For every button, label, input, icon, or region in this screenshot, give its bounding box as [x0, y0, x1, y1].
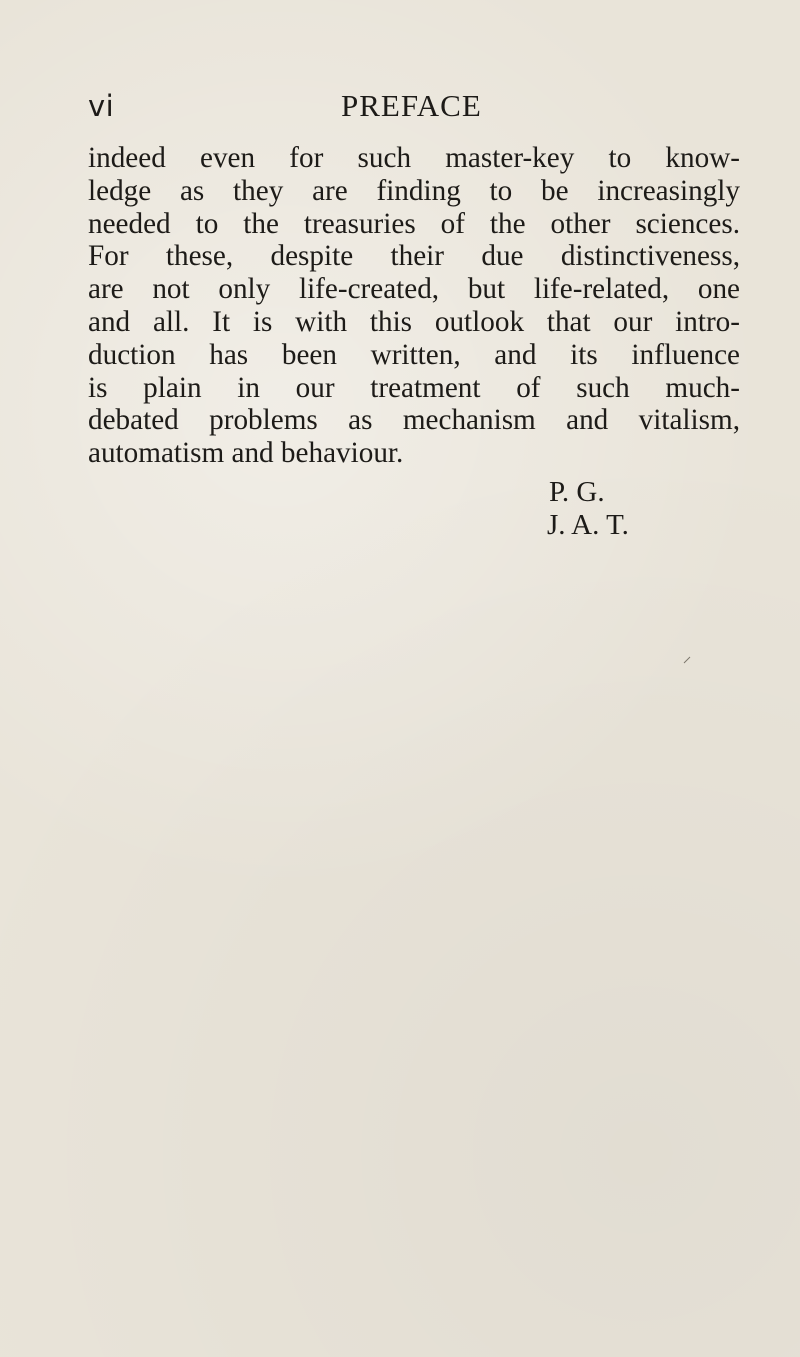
stray-ink-mark [682, 655, 692, 665]
signature-initials-1: P. G. [549, 476, 605, 508]
signature-initials-2: J. A. T. [547, 509, 629, 541]
text-line: and all. It is with this outlook that our intro- [88, 305, 740, 338]
page-title: PREFACE [341, 88, 482, 123]
text-line: are not only life-created, but life-related, one [88, 273, 740, 306]
text-line: debated problems as mechanism and vitalism, [88, 404, 740, 437]
signature-block [549, 476, 739, 542]
text-line: ledge as they are finding to be increasingly [88, 174, 740, 207]
page-number: vi [88, 89, 115, 123]
text-line: duction has been written, and its influence [88, 338, 740, 371]
text-line: indeed even for such master-key to know- [88, 142, 740, 174]
preface-body [88, 142, 740, 470]
text-line: automatism and behaviour. [88, 437, 404, 470]
text-line: For these, despite their due distinctiveness, [88, 240, 740, 273]
text-line: needed to the treasuries of the other sciences. [88, 207, 740, 240]
running-head [88, 86, 738, 126]
text-line: is plain in our treatment of such much- [88, 371, 740, 404]
